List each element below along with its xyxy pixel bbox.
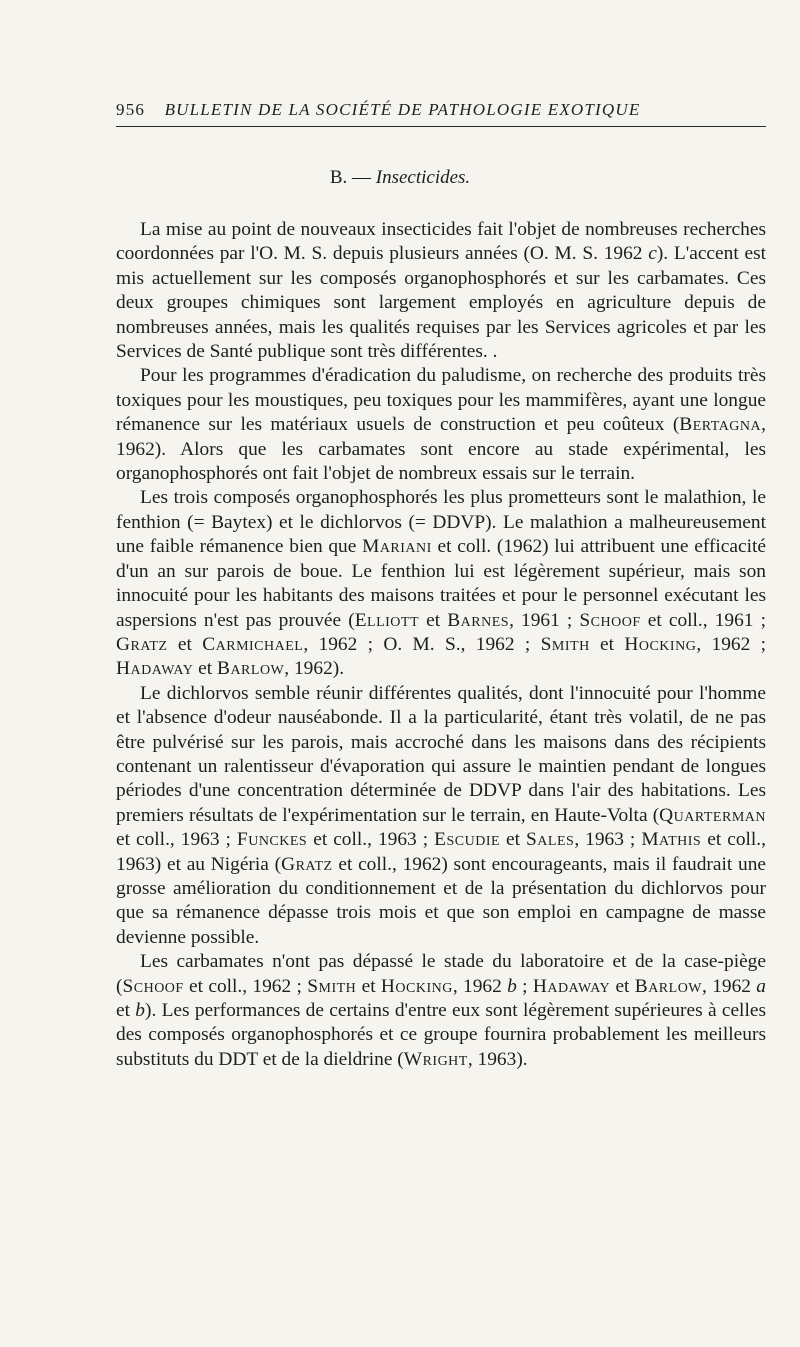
paragraph-4: [116, 682, 766, 950]
author-name: Hadaway: [116, 658, 194, 680]
text-run: , 1963).: [467, 1048, 528, 1070]
paragraph-2: [116, 364, 766, 486]
text-run: , 1962).: [284, 658, 345, 680]
author-name: Wright: [403, 1048, 468, 1070]
text-run: et coll., 1963 ;: [116, 829, 237, 851]
text-run: et coll., 1963) et au Nigéria (: [116, 829, 766, 875]
author-name: Carmichael: [202, 633, 304, 655]
author-name: Hocking: [380, 975, 453, 997]
text-run: Les trois composés organophosphorés les plus prometteurs sont le malathion, le fenthion (= Baytex) et le dichlorvos (= DDVP). Le malathion a malheureusement une faible rémanence bien que: [116, 487, 766, 558]
author-name: Gratz: [281, 853, 333, 875]
author-name: Barlow: [634, 975, 703, 997]
italic-text: b: [135, 1000, 145, 1021]
author-name: Hadaway: [532, 975, 611, 997]
author-name: Hocking: [624, 633, 697, 655]
italic-text: c: [648, 243, 657, 265]
text-run: et coll., 1961 ;: [640, 609, 766, 631]
text-run: et: [356, 975, 381, 997]
author-name: Funckes: [236, 829, 308, 851]
text-run: ;: [516, 975, 533, 997]
text-run: Le dichlorvos semble réunir différentes qualités, dont l'innocuité pour l'homme et l'absence d'odeur nauséabonde. Il a la particularité, étant très volatil, de ne pas être pulvérisé sur les parois, mais accroché dans les maisons dans des récipients contenant un ralentisseur d'évaporation qui assure le maintien pendant de longues périodes d'une concentration déterminée de DDVP dans l'air des habitations. Les premiers résultats de l'expérimentation sur le terrain, en Haute-Volta (: [116, 682, 766, 826]
author-name: Barnes: [447, 609, 510, 631]
author-name: Mathis: [641, 829, 702, 851]
italic-text: b: [507, 975, 517, 997]
text-run: et: [116, 1000, 136, 1021]
author-name: Smith: [540, 633, 590, 655]
author-name: Elliott: [354, 609, 420, 631]
text-run: Les carbamates n'ont pas dépassé le stade du laboratoire et de la case-piège (: [116, 951, 766, 997]
author-name: Schoof: [122, 975, 184, 997]
text-run: ). Les performances de certains d'entre eux sont légèrement supérieures à celles des composés organophosphorés et ce groupe fournira probablement les meilleurs substituts du DDT et de la dieldrine (: [116, 1000, 766, 1070]
text-run: , 1962: [702, 975, 757, 997]
header-rule: [116, 126, 766, 127]
author-name: Smith: [307, 975, 357, 997]
text-run: , 1962). Alors que les carbamates sont encore au stade expérimental, les organophosphorés ont fait l'objet de nombreux essais sur le terrain.: [116, 414, 766, 485]
text-run: et: [589, 633, 625, 655]
section-title: Insecticides.: [375, 167, 471, 188]
text-run: et: [500, 829, 527, 851]
text-run: , 1961 ;: [509, 609, 580, 631]
author-name: Gratz: [116, 633, 168, 655]
text-run: et coll., 1962) sont encourageants, mais il faudrait une grosse amélioration du conditionnement et de la présentation du dichlorvos pour que sa rémanence dépasse trois mois et que son emploi en campagne de masse devienne possible.: [116, 853, 766, 948]
author-name: Barlow: [217, 658, 285, 680]
running-header: [116, 100, 766, 120]
text-run: et coll. (1962) lui attribuent une efficacité d'un an sur parois de boue. Le fenthion lui est légèrement supérieur, mais son innocuité pour les habitants des maisons traitées et pour le personnel exécutant les aspersions n'est pas prouvée (: [116, 536, 766, 631]
text-run: et: [167, 633, 203, 655]
text-run: et: [193, 658, 218, 680]
text-run: , 1962: [452, 975, 508, 997]
text-run: et coll., 1963 ;: [307, 829, 435, 851]
text-run: , 1962 ;: [696, 633, 766, 655]
text-run: , 1962 ; O. M. S., 1962 ;: [303, 633, 541, 655]
page-number: 956: [116, 100, 146, 119]
author-name: Mariani: [362, 536, 432, 558]
author-name: Schoof: [579, 609, 641, 631]
text-run: La mise au point de nouveaux insecticides fait l'objet de nombreuses recherches coordonnées par l'O. M. S. depuis plusieurs années (O. M. S. 1962: [116, 219, 766, 265]
text-run: , 1963 ;: [574, 829, 642, 851]
italic-text: a: [756, 975, 766, 997]
journal-title: BULLETIN DE LA SOCIÉTÉ DE PATHOLOGIE EXOTIQUE: [164, 100, 641, 119]
author-name: Quarterman: [659, 804, 766, 826]
paragraph-1: [116, 218, 766, 364]
text-run: et coll., 1962 ;: [183, 975, 308, 997]
text-run: et: [610, 975, 635, 997]
author-name: Bertagna: [679, 414, 762, 436]
section-letter: B. —: [329, 167, 371, 188]
text-run: et: [419, 609, 448, 631]
author-name: Escudie: [434, 829, 501, 851]
text-run: Pour les programmes d'éradication du paludisme, on recherche des produits très toxiques pour les moustiques, peu toxiques pour les mammifères, ayant une longue rémanence sur les matériaux usuels de construction et peu coûteux (: [116, 365, 766, 436]
paragraph-5: [116, 950, 766, 1072]
paragraph-3: [116, 486, 766, 681]
author-name: Sales: [526, 829, 575, 851]
text-run: ). L'accent est mis actuellement sur les composés organophosphorés et sur les carbamates. Ces deux groupes chimiques sont largement employés en agriculture depuis de nombreuses années, mais les qualités requises par les Services agricoles et par les Services de Santé publique sont très différentes. .: [116, 243, 767, 363]
section-heading: [0, 167, 800, 189]
body-text: [116, 218, 766, 1072]
